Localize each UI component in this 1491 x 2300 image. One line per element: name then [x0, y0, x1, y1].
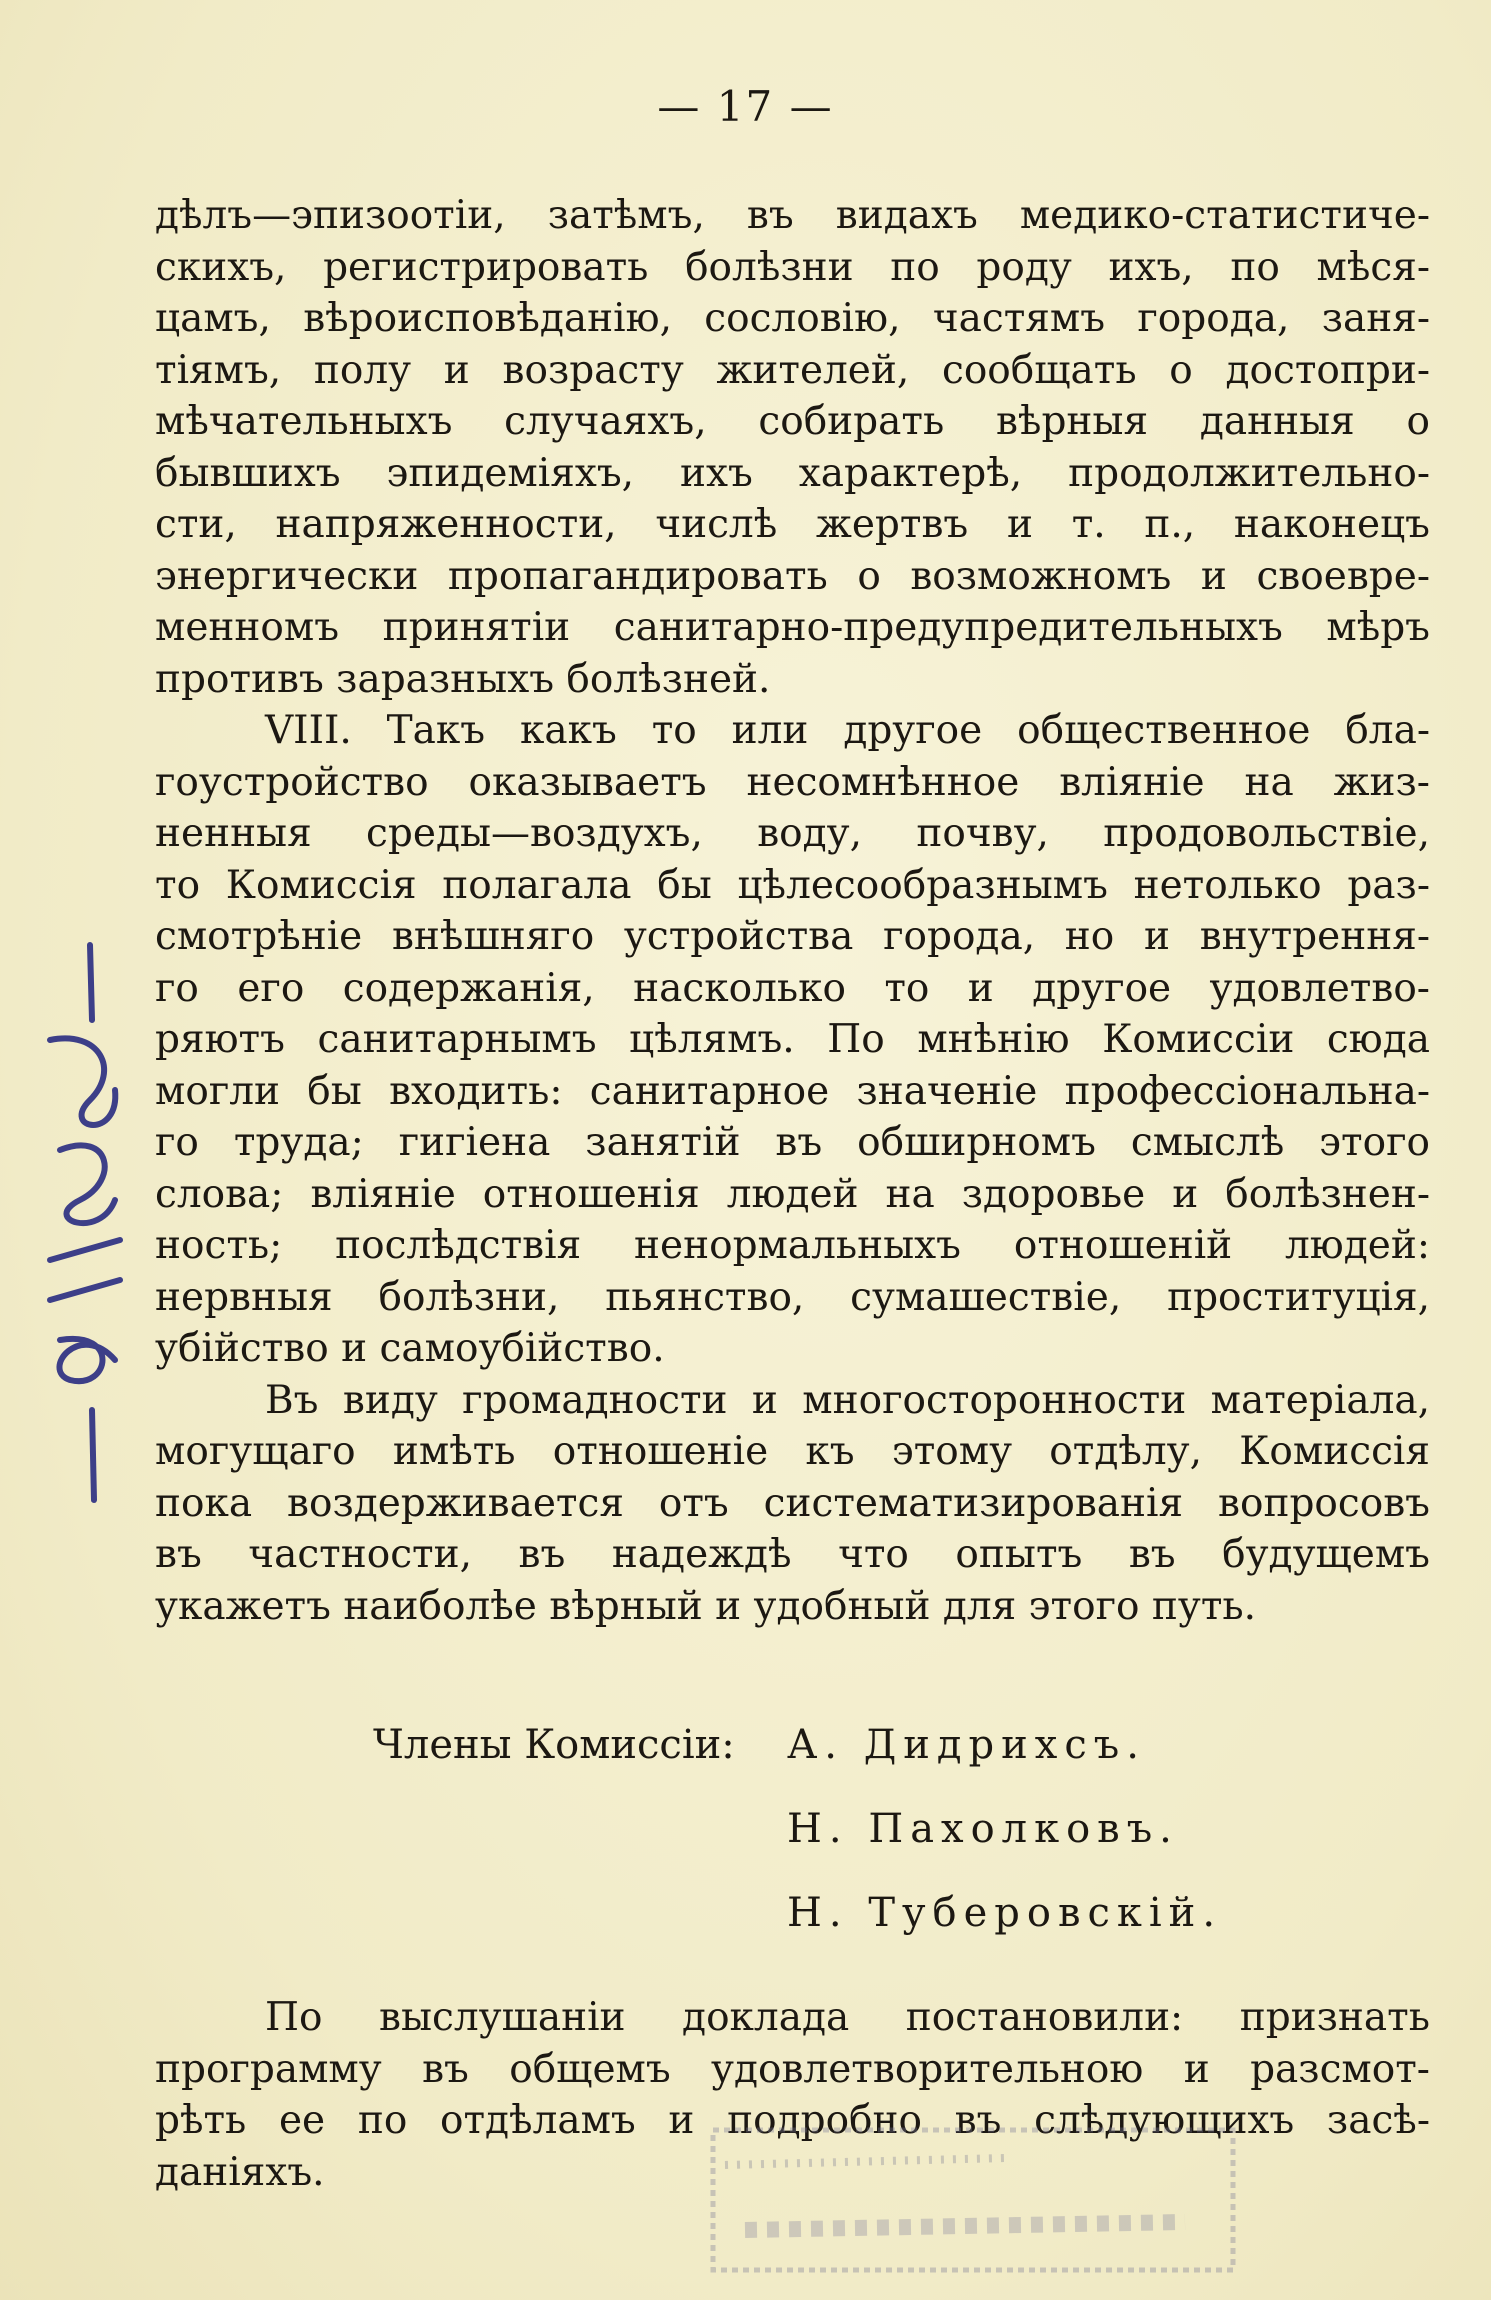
text-line: гоустройство оказываетъ несомнѣнное влiянiе на жиз- [155, 759, 1430, 805]
signatory-name: Н. Туберовскiй. [787, 1890, 1223, 1936]
text-line: менномъ принятiи санитарно-предупредительныхъ мѣръ [155, 605, 1430, 650]
text-line: ряютъ санитарнымъ цѣлямъ. По мнѣнiю Комиссiи сюда [155, 1017, 1430, 1062]
text-line: пока воздерживается отъ систематизированiя вопросовъ [155, 1480, 1430, 1526]
text-line: слова; влiянiе отношенiя людей на здоровье и болѣзнен- [155, 1171, 1430, 1217]
text-line: ность; послѣдствiя ненормальныхъ отношенiй людей: [155, 1223, 1430, 1268]
signatory-name: А. Дидрихсъ. [787, 1722, 1146, 1768]
text-line: нервныя болѣзни, пьянство, сумашествiе, проституцiя, [155, 1274, 1430, 1320]
text-line: программу въ общемъ удовлетворительною и разсмот- [155, 2046, 1430, 2092]
signatory-name: Н. Пахолковъ. [787, 1806, 1179, 1852]
signature-row [155, 1722, 1430, 1806]
text-line: убiйство и самоубiйство. [155, 1326, 665, 1371]
text-line: скихъ, регистрировать болѣзни по роду ихъ, по мѣся- [155, 244, 1430, 290]
paragraph-section-viii [155, 705, 1430, 1375]
text-line: тiямъ, полу и возрасту жителей, сообщать о достопри- [155, 347, 1430, 393]
text-line: ненныя среды—воздухъ, воду, почву, продовольствiе, [155, 811, 1430, 856]
signature-block [155, 1722, 1430, 1974]
text-line: мѣчательныхъ случаяхъ, собирать вѣрныя данныя о [155, 399, 1430, 444]
text-line: дѣлъ—эпизоотiи, затѣмъ, въ видахъ медико-статистиче- [155, 193, 1430, 238]
text-line: По выслушанiи доклада постановили: признать [265, 1995, 1430, 2040]
text-line: сти, напряженности, числѣ жертвъ и т. п., наконецъ [155, 502, 1430, 547]
text-line: могущаго имѣть отношенiе къ этому отдѣлу, Комиссiя [155, 1429, 1430, 1474]
body-text [155, 190, 1430, 1632]
text-line: VIII. Такъ какъ то или другое общественное бла- [265, 708, 1430, 753]
text-line: то Комиссiя полагала бы цѣлесообразнымъ нетолько раз- [155, 862, 1430, 908]
page-number: — 17 — [657, 82, 834, 131]
signatures-label: Члены Комиссiи: [373, 1722, 735, 1768]
text-line: смотрѣнiе внѣшняго устройства города, но и внутрення- [155, 914, 1430, 959]
text-line: укажетъ наиболѣе вѣрный и удобный для этого путь. [155, 1583, 1257, 1629]
text-line: го его содержанiя, насколько то и другое удовлетво- [155, 965, 1430, 1011]
text-line: Въ виду громадности и многосторонности матерiала, [265, 1377, 1430, 1423]
text-line: го труда; гигiена занятiй въ обширномъ смыслѣ этого [155, 1120, 1430, 1165]
text-line: рѣть ее по отдѣламъ и подробно въ слѣдующихъ засѣ- [155, 2098, 1430, 2143]
text-line: бывшихъ эпидемiяхъ, ихъ характерѣ, продолжительно- [155, 450, 1430, 496]
library-stamp [705, 2110, 1245, 2280]
text-line: данiяхъ. [155, 2149, 325, 2195]
paragraph-material [155, 1375, 1430, 1633]
signature-row [155, 1890, 1430, 1974]
text-line: въ частности, въ надеждѣ что опытъ въ будущемъ [155, 1532, 1430, 1577]
text-line: энергически пропагандировать о возможномъ и своевре- [155, 553, 1430, 599]
text-line: противъ заразныхъ болѣзней. [155, 656, 771, 702]
text-line: могли бы входить: санитарное значенiе профессiональна- [155, 1068, 1430, 1114]
handwritten-margin-note [20, 940, 140, 1560]
signature-row [155, 1806, 1430, 1890]
paragraph-continuation [155, 190, 1430, 705]
text-line: цамъ, вѣроисповѣданiю, сословiю, частямъ города, заня- [155, 296, 1430, 341]
